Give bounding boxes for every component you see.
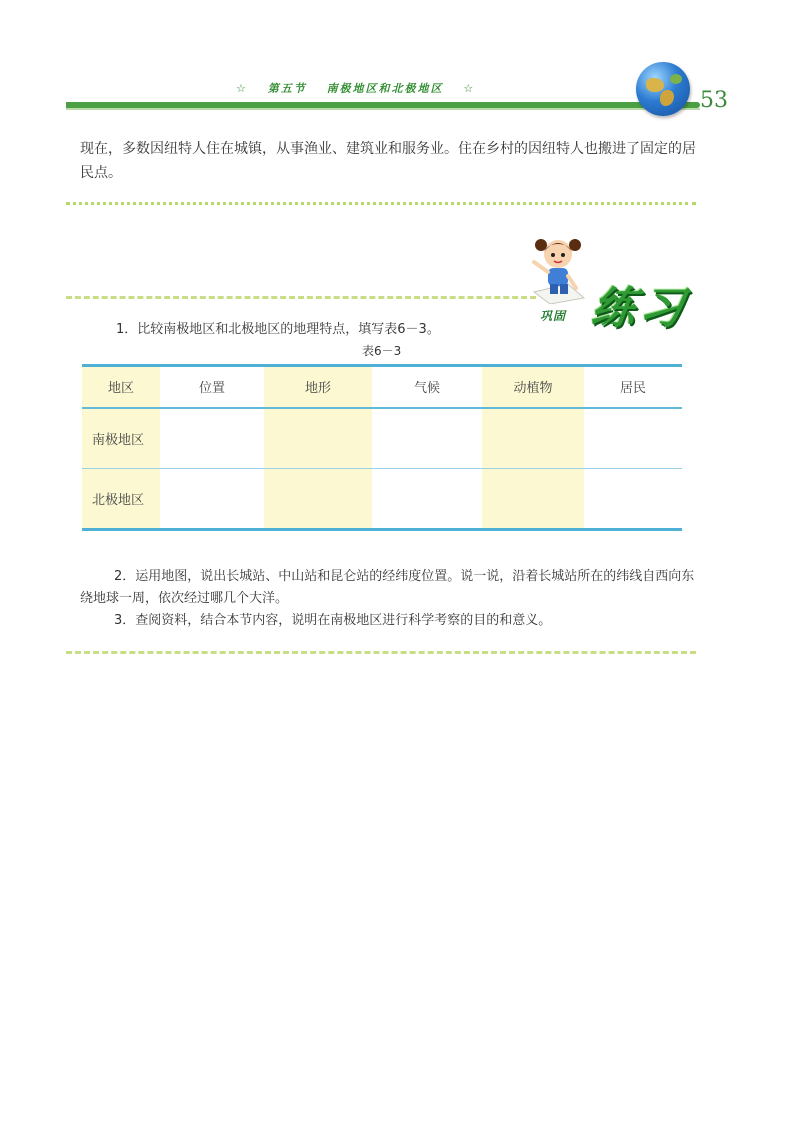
table-cell[interactable] (482, 469, 584, 530)
table-cell[interactable] (160, 469, 264, 530)
girl-illustration-icon (528, 232, 590, 304)
table-cell[interactable] (584, 408, 682, 469)
column-header: 地形 (264, 366, 372, 408)
running-header (236, 80, 636, 100)
column-header: 地区 (82, 366, 160, 408)
table-cell[interactable] (372, 408, 482, 469)
table-cell[interactable] (482, 408, 584, 469)
row-label: 北极地区 (82, 469, 160, 530)
table-row (82, 408, 682, 469)
column-header: 位置 (160, 366, 264, 408)
table-header-row (82, 366, 682, 408)
column-header: 动植物 (482, 366, 584, 408)
table-cell[interactable] (264, 408, 372, 469)
table-cell[interactable] (264, 469, 372, 530)
table-row (82, 469, 682, 530)
intro-paragraph: 现在，多数因纽特人住在城镇，从事渔业、建筑业和服务业。住在乡村的因纽特人也搬进了固定的居民点。 (80, 141, 696, 181)
table-cell[interactable] (584, 469, 682, 530)
section-title: 南极地区和北极地区 (326, 82, 444, 95)
page-number: 53 (700, 88, 728, 113)
exercise-bottom-divider (66, 651, 696, 654)
exercise-badge-small: 巩固 (540, 309, 567, 323)
comparison-table (82, 364, 682, 531)
table-cell[interactable] (160, 408, 264, 469)
row-label: 南极地区 (82, 408, 160, 469)
column-header: 气候 (372, 366, 482, 408)
dotted-divider (66, 202, 696, 205)
table-cell[interactable] (372, 469, 482, 530)
star-icon: ☆ (463, 82, 476, 95)
question-1: 1．比较南极地区和北极地区的地理特点，填写表6－3。 (116, 322, 440, 337)
column-header: 居民 (584, 366, 682, 408)
star-icon: ☆ (236, 82, 248, 95)
globe-icon (636, 62, 690, 116)
question-2: 2．运用地图，说出长城站、中山站和昆仑站的经纬度位置。说一说，沿着长城站所在的纬线自西向东绕地球一周，依次经过哪几个大洋。 (80, 569, 695, 606)
exercise-badge-title: 练习 (587, 283, 691, 334)
exercise-top-divider (66, 296, 536, 299)
table-caption: 表6－3 (362, 344, 402, 358)
question-3: 3．查阅资料，结合本节内容，说明在南极地区进行科学考察的目的和意义。 (114, 613, 552, 628)
section-label: 第五节 (267, 82, 307, 95)
header-rule-shadow (66, 108, 700, 110)
